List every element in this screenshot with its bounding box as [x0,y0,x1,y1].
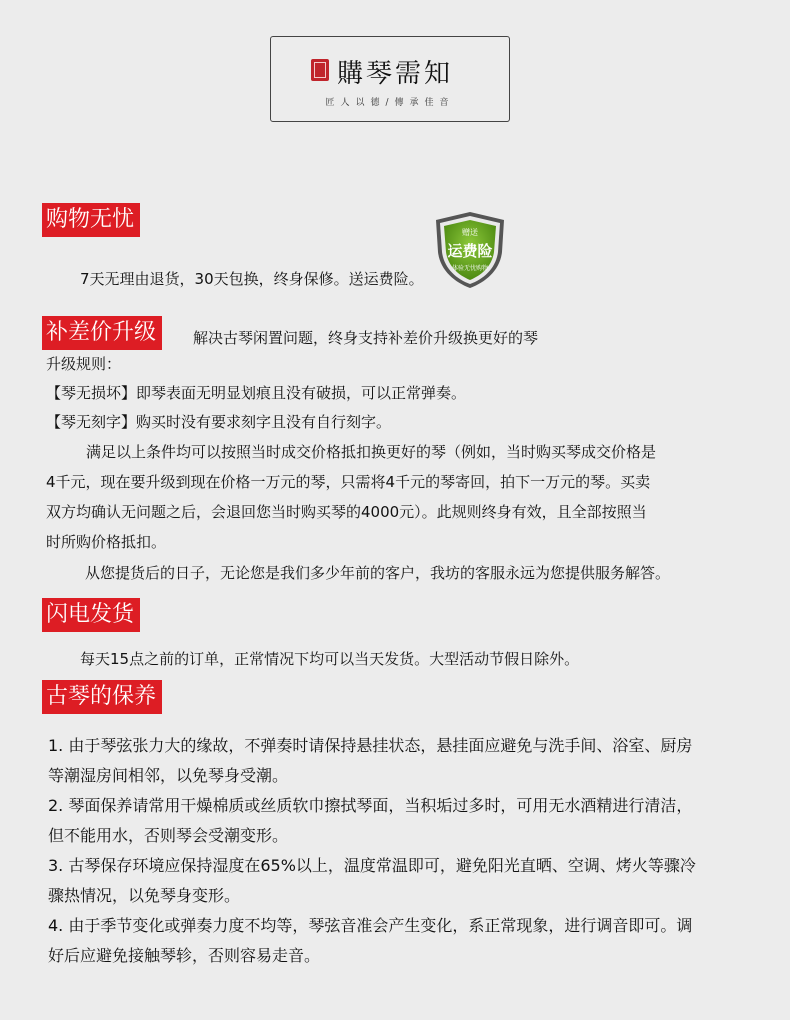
header-box [270,36,510,122]
seal-logo [311,59,329,81]
page-subtitle: 匠人以德/傳承佳音 [325,98,455,108]
list-item: 骤热情况，以免琴身变形。 [48,886,241,905]
section-tag-shopping: 购物无忧 [42,203,140,237]
upgrade-rule-2: 【琴无刻字】购买时没有要求刻字且没有自行刻字。 [46,413,392,431]
upgrade-paragraph-line: 满足以上条件均可以按照当时成交价格抵扣换更好的琴（例如，当时购买琴成交价格是 [86,443,657,461]
list-item: 但不能用水，否则琴会受潮变形。 [48,826,289,845]
section-tag-maintenance: 古琴的保养 [42,680,162,714]
list-item: 等潮湿房间相邻，以免琴身受潮。 [48,766,289,785]
upgrade-paragraph-line: 双方均确认无问题之后，会退回您当时购买琴的4000元）。此规则终身有效，且全部按照当 [46,503,647,521]
upgrade-paragraph [46,437,746,557]
upgrade-rules-title: 升级规则： [46,355,122,373]
shipping-insurance-badge [430,210,510,290]
list-item: 好后应避免接触琴轸，否则容易走音。 [48,946,321,965]
list-item: 4. 由于季节变化或弹奏力度不均等，琴弦音准会产生变化，系正常现象，进行调音即可。调 [48,916,693,935]
maintenance-list [48,731,748,971]
shipping-text: 每天15点之前的订单，正常情况下均可以当天发货。大型活动节假日除外。 [80,650,580,668]
upgrade-rule-1: 【琴无损坏】即琴表面无明显划痕且没有破损，可以正常弹奏。 [46,384,467,402]
upgrade-paragraph-line: 4千元，现在要升级到现在价格一万元的琴，只需将4千元的琴寄回，拍下一万元的琴。买卖 [46,473,651,491]
badge-top-text: 赠送 [462,228,478,237]
badge-bottom-text: 体验无忧购物 [451,265,488,272]
section-tag-shipping: 闪电发货 [42,598,140,632]
upgrade-paragraph-line: 时所购价格抵扣。 [46,533,167,551]
badge-main-text: 运费险 [447,242,493,260]
page-title: 購琴需知 [337,59,454,89]
shopping-text: 7天无理由退货，30天包换，终身保修。送运费险。 [80,270,424,288]
list-item: 1. 由于琴弦张力大的缘故，不弹奏时请保持悬挂状态，悬挂面应避免与洗手间、浴室、厨房 [48,736,693,755]
upgrade-closing: 从您提货后的日子，无论您是我们多少年前的客户，我坊的客服永远为您提供服务解答。 [85,564,671,582]
section-tag-upgrade: 补差价升级 [42,316,162,350]
list-item: 3. 古琴保存环境应保持湿度在65%以上，温度常温即可，避免阳光直晒、空调、烤火等骤冷 [48,856,696,875]
list-item: 2. 琴面保养请常用干燥棉质或丝质软巾擦拭琴面，当积垢过多时，可用无水酒精进行清洁， [48,796,693,815]
upgrade-intro: 解决古琴闲置问题，终身支持补差价升级换更好的琴 [193,329,539,347]
